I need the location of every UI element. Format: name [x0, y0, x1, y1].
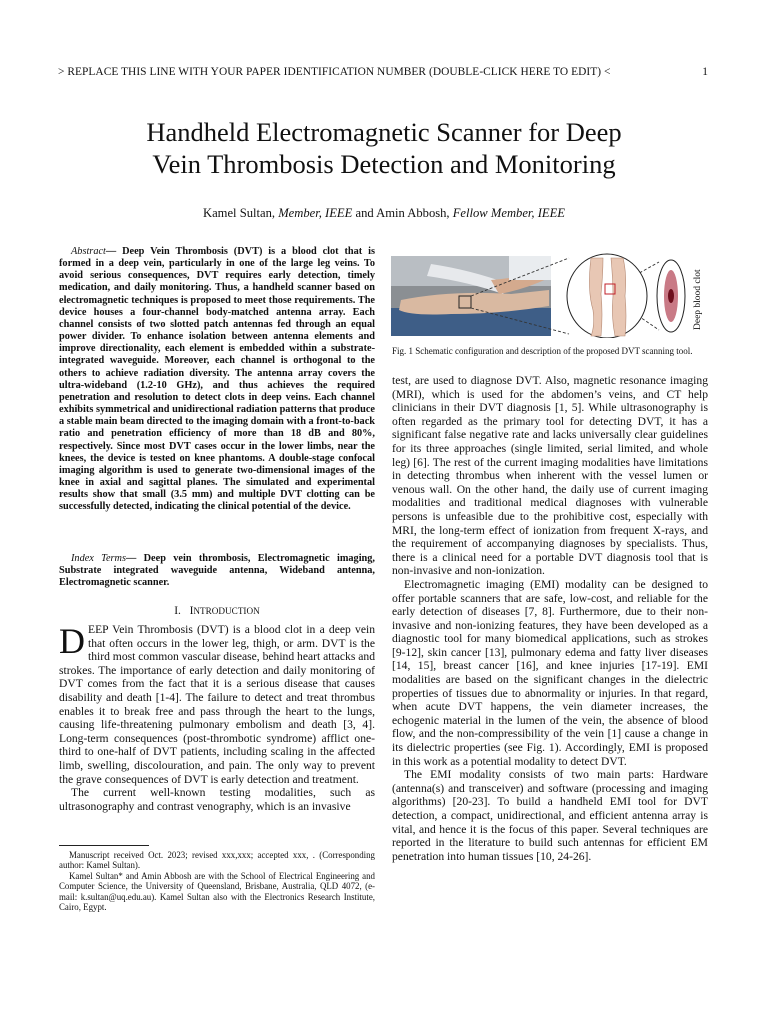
- index-terms-text: — Deep vein thrombosis, Electromagnetic imaging, Substrate integrated waveguide antenna, Wideband antenna, Electromagnetic scanner.: [59, 553, 375, 589]
- author-1-role: Member, IEEE: [278, 206, 353, 220]
- section-heading-introduction: [59, 605, 375, 617]
- abstract-lead: Abstract: [71, 246, 106, 257]
- drop-cap: D: [59, 621, 85, 661]
- figure-side-label: Deep blood clot: [693, 269, 703, 330]
- figure-1: [391, 250, 708, 338]
- right-paragraph-3: The EMI modality consists of two main parts: Hardware (antenna(s) and transceiver) and software (processing and imaging algorithms) [20-23]. To build a handheld EMI tool for DVT detection, a compact, unidirectional, and efficient antenna array is vital, and hence it is the focus of this paper. Several techniques are reported in the literature to build such antennas for efficient EM penetration into human tissues [10, 24-26].: [392, 768, 708, 863]
- index-terms: [59, 553, 375, 589]
- footnote-line-2: Kamel Sultan* and Amin Abbosh are with the School of Electrical Engineering and Computer Science, the University of Queensland, Brisbane, Australia, QLD 4072, (e-mail: k.sultan@uq.edu.au). Kamel Sultan also with the Electronics Research Institute, Cairo, Egypt.: [59, 870, 375, 913]
- intro-body: [59, 623, 375, 813]
- footnote-line-1: Manuscript received Oct. 2023; revised xxx,xxx; accepted xxx, . (Corresponding author: Kamel Sultan).: [59, 850, 375, 871]
- section-number: I.: [174, 605, 181, 617]
- title-line-2: Vein Thrombosis Detection and Monitoring: [152, 149, 616, 179]
- intro-paragraph-2: The current well-known testing modalities, such as ultrasonography and contrast venography, which is an invasive: [59, 786, 375, 813]
- abstract-text: — Deep Vein Thrombosis (DVT) is a blood clot that is formed in a deep vein, particularly in one of the large leg veins. To avoid serious consequences, DVT requires early detection, timely medication, and daily monitoring. Thus, a handheld scanner based on electromagnetic techniques is proposed to meet those requirements. The device houses a four-channel body-matched antenna array. Each channel consists of two slotted patch antennas fed through an equal power divider. To enhance isolation between antenna elements and improve directionality, each element is embedded within a substrate-integrated waveguide. Moreover, each channel is orthogonal to the others to achieve radiation diversity. The antenna array covers the ultra-wideband (1.2-10 GHz), and thus achieves the required penetration and resolution to detect clots in deep veins. Each channel exhibits symmetrical and unidirectional radiation patterns that produce a stable main beam directed to the imaging domain with a front-to-back ratio and penetration efficiency of more than 18 dB and 80%, respectively. Since most DVT cases occur in the lower limbs, near the knees, the device is tested on knee phantoms. A double-stage confocal imaging algorithm is used to generate two-dimensional images of the knee in axial and sagittal planes. The simulated and experimental results show that small (3.5 mm) and multiple DVT clotting can be successfully detected, indicating the clinical potential of the device.: [59, 246, 375, 513]
- header-text: > REPLACE THIS LINE WITH YOUR PAPER IDENTIFICATION NUMBER (DOUBLE-CLICK HERE TO EDIT) <: [58, 66, 611, 78]
- title-line-1: Handheld Electromagnetic Scanner for Deep: [146, 117, 622, 147]
- section-title-first: I: [189, 605, 194, 617]
- right-column-body: [392, 374, 708, 863]
- page-number: 1: [702, 66, 708, 78]
- running-header: [58, 66, 708, 78]
- legs-diagram: [567, 254, 647, 338]
- intro-paragraph-1: [59, 623, 375, 786]
- right-paragraph-2: Electromagnetic imaging (EMI) modality can be designed to offer portable scanners that are safe, low-cost, and reliable for the early detection of diseases [7, 8]. Furthermore, due to their non-invasive and non-ionizing features, they have been developed as a diagnostic tool for many biomedical applications, such as strokes [9-12], skin cancer [13], pulmonary edema and fatty liver diseases [14, 15], breast cancer [16], and knee injuries [17-19]. EMI modalities are based on the significant changes in the dielectric properties of tissues due to abnormality or injuries. In that regard, when acute DVT happens, the vein diameter increases, the echogenic material in the lumen of the vein, the absence of blood flow, and the non-compressibility of the vein [1] cause a change in its dielectric properties (see Fig. 1). Accordingly, EMI is proposed in this work as a potential modality to detect DVT.: [392, 577, 708, 768]
- author-joiner: and Amin Abbosh,: [352, 206, 453, 220]
- author-2-role: Fellow Member, IEEE: [452, 206, 565, 220]
- intro-p1-text: EEP Vein Thrombosis (DVT) is a blood clot in a deep vein that often occurs in the lower leg, thigh, or arm. DVT is the third most common vascular disease, behind heart attacks and strokes. The importance of early detection and daily monitoring of DVT comes from the fact that it is a serious disease that causes disability and death [1-4]. The failure to detect and treat thrombus enables it to break free and pass through the heart to the lungs, causing life-threatening pulmonary embolism and death [3, 4]. Long-term consequences (post-thrombotic syndrome) afflict one-third to one-half of DVT patients, including scaling in the affected limb, swelling, discolouration, and pain. The only way to prevent the grave consequences of DVT is early detection and treatment.: [59, 623, 375, 786]
- index-terms-lead: Index Terms: [71, 553, 126, 564]
- abstract: [59, 246, 375, 513]
- footnote-rule: [59, 845, 149, 846]
- footnote: [59, 850, 375, 912]
- paper-title: [70, 116, 698, 180]
- right-paragraph-1: test, are used to diagnose DVT. Also, magnetic resonance imaging (MRI), which is used for the abdomen’s veins, and CT help clinicians in their DVT diagnosis [1, 5]. While ultrasonography is often regarded as the primary tool for detecting DVT, it has a significant false negative rate and lacks universally clear guidelines for its three approaches (single limited, serial limited, and whole leg) [6]. The rest of the current imaging modalities have limitations in detecting thrombus when inherent with the vessel lumen or venous wall. On the other hand, the daily use of current imaging modalities and traditional medical diagnoses with vulnerable persons is unfeasible due to the prohibitive cost, especially with MRI, the long-term effect of ionization from frequent X-rays, and the requirement of accompanying diagnoses by specialists. Thus, there is a clinical need for a portable DVT diagnosis tool that is non-invasive and non-ionization.: [392, 374, 708, 578]
- author-1: Kamel Sultan,: [202, 206, 279, 220]
- section-title-rest: NTRODUCTION: [193, 606, 260, 616]
- author-line: [70, 206, 698, 221]
- clot-diagram: [657, 260, 685, 332]
- figure-1-caption: Fig. 1 Schematic configuration and description of the proposed DVT scanning tool.: [392, 346, 693, 356]
